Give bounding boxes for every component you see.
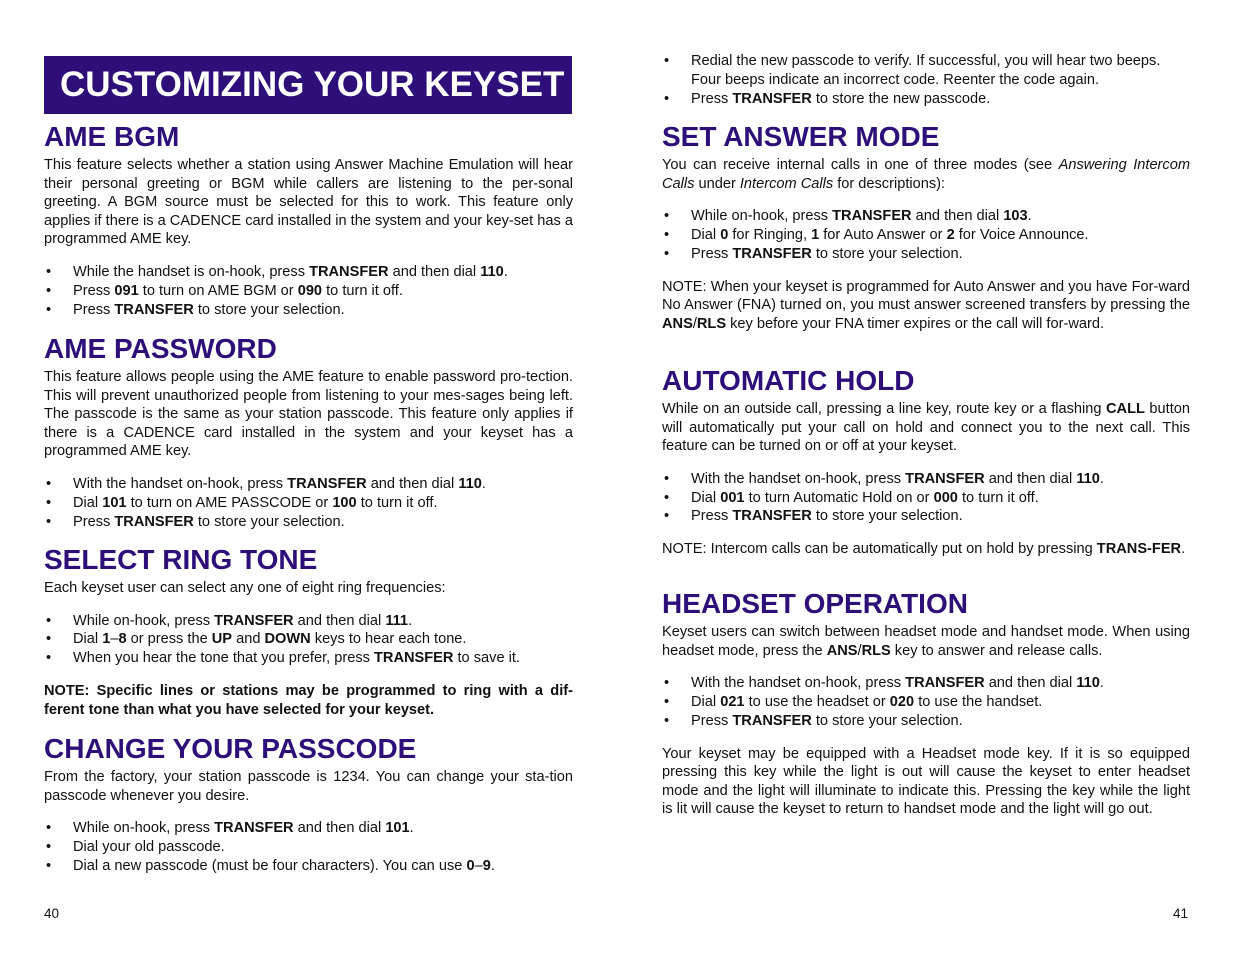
headset-note: Your keyset may be equipped with a Headset mode key. If it is so equipped pressing this key while the light is out will cause the keyset to enter headset mode and the light will illuminate to indicate this. Pressing the key while the light is lit will cause the keyset to return to handset mode and the light will go out. xyxy=(662,745,1190,818)
step-list xyxy=(44,475,573,531)
section-headset-operation xyxy=(662,588,1190,819)
step-item: • Dial 021 to use the headset or 020 to use the handset. xyxy=(662,693,1190,712)
page-number-right: 41 xyxy=(1173,906,1189,921)
step-item: • While on-hook, press TRANSFER and then dial 101. xyxy=(44,819,573,838)
section-heading: CHANGE YOUR PASSCODE xyxy=(44,733,417,764)
step-item: • Press TRANSFER to store the new passcode. xyxy=(662,90,1190,109)
step-item: • While the handset is on-hook, press TRANSFER and then dial 110. xyxy=(44,263,573,282)
page-title: CUSTOMIZING YOUR KEYSET xyxy=(60,65,565,104)
step-item: • With the handset on-hook, press TRANSFER and then dial 110. xyxy=(662,470,1190,489)
section-heading: HEADSET OPERATION xyxy=(662,588,968,619)
section-change-passcode-cont xyxy=(662,52,1190,108)
step-list xyxy=(662,52,1190,108)
page-title-banner xyxy=(44,56,572,114)
section-automatic-hold xyxy=(662,365,1190,559)
step-item: • With the handset on-hook, press TRANSFER and then dial 110. xyxy=(662,674,1190,693)
section-body: While on an outside call, pressing a line key, route key or a flashing CALL button will automatically put your call on hold and connect you to the next call. This feature can be turned on or off at your keyset. xyxy=(662,401,1190,455)
answer-mode-note: NOTE: When your keyset is programmed for Auto Answer and you have For-ward No Answer (FNA) turned on, you must answer screened transfers by pressing the ANS/RLS key before your FNA timer expires or the call will for-ward. xyxy=(662,278,1190,332)
section-ame-password xyxy=(44,333,573,531)
step-item: • Dial your old passcode. xyxy=(44,838,573,857)
section-select-ring-tone xyxy=(44,544,573,719)
section-body: Each keyset user can select any one of eight ring frequencies: xyxy=(44,580,446,596)
step-item: • Press 091 to turn on AME BGM or 090 to turn it off. xyxy=(44,282,573,301)
step-list xyxy=(44,263,573,319)
step-item: • Press TRANSFER to store your selection. xyxy=(662,507,1190,526)
section-heading: SET ANSWER MODE xyxy=(662,121,940,152)
step-list xyxy=(662,470,1190,526)
section-heading: AME PASSWORD xyxy=(44,333,277,364)
section-body: This feature selects whether a station using Answer Machine Emulation will hear their personal greeting or BGM while callers are listening to the per-sonal greeting. A BGM source must be selected for this to work. This feature only applies if there is a CADENCE card installed in the system and your key-set has a programmed AME key. xyxy=(44,157,573,248)
step-item: • Redial the new passcode to verify. If successful, you will hear two beeps. Four beeps indicate an incorrect code. Reenter the code again. xyxy=(662,52,1190,90)
step-item: • Dial 1–8 or press the UP and DOWN keys to hear each tone. xyxy=(44,630,573,649)
step-item: • Dial 0 for Ringing, 1 for Auto Answer or 2 for Voice Announce. xyxy=(662,226,1190,245)
step-list xyxy=(44,819,573,875)
step-item: • When you hear the tone that you prefer, press TRANSFER to save it. xyxy=(44,649,573,668)
section-body: You can receive internal calls in one of three modes (see Answering Intercom Calls under Intercom Calls for descriptions): xyxy=(662,157,1190,192)
step-item: • Dial 101 to turn on AME PASSCODE or 100 to turn it off. xyxy=(44,494,573,513)
step-item: • While on-hook, press TRANSFER and then dial 111. xyxy=(44,612,573,631)
section-set-answer-mode xyxy=(662,121,1190,333)
page-number-left: 40 xyxy=(44,906,60,921)
section-heading: SELECT RING TONE xyxy=(44,544,318,575)
step-item: • While on-hook, press TRANSFER and then dial 103. xyxy=(662,207,1190,226)
section-heading: AME BGM xyxy=(44,121,180,152)
step-item: • Press TRANSFER to store your selection. xyxy=(44,513,573,532)
step-item: • Dial 001 to turn Automatic Hold on or 000 to turn it off. xyxy=(662,489,1190,508)
step-item: • Press TRANSFER to store your selection. xyxy=(662,245,1190,264)
section-ame-bgm xyxy=(44,121,573,319)
step-item: • Dial a new passcode (must be four characters). You can use 0–9. xyxy=(44,857,573,876)
section-change-passcode xyxy=(44,733,573,876)
step-item: • Press TRANSFER to store your selection. xyxy=(662,712,1190,731)
section-body: This feature allows people using the AME feature to enable password pro-tection. This will prevent unauthorized people from listening to your mes-sages being left. The passcode is the same as your station passcode. This feature only applies if there is a CADENCE card installed in the system and your keyset has a programmed AME key. xyxy=(44,369,573,460)
section-body: Keyset users can switch between headset mode and handset mode. When using headset mode, press the ANS/RLS key to answer and release calls. xyxy=(662,624,1190,659)
step-list xyxy=(662,674,1190,730)
step-list xyxy=(44,612,573,668)
section-body: From the factory, your station passcode is 1234. You can change your sta-tion passcode whenever you desire. xyxy=(44,769,573,804)
automatic-hold-note: NOTE: Intercom calls can be automatically put on hold by pressing TRANS-FER. xyxy=(662,541,1186,558)
ring-tone-note: NOTE: Specific lines or stations may be programmed to ring with a dif-ferent tone than what you have selected for your keyset. xyxy=(44,682,573,718)
step-list xyxy=(662,207,1190,263)
step-item: • With the handset on-hook, press TRANSFER and then dial 110. xyxy=(44,475,573,494)
section-heading: AUTOMATIC HOLD xyxy=(662,365,915,396)
step-item: • Press TRANSFER to store your selection. xyxy=(44,301,573,320)
